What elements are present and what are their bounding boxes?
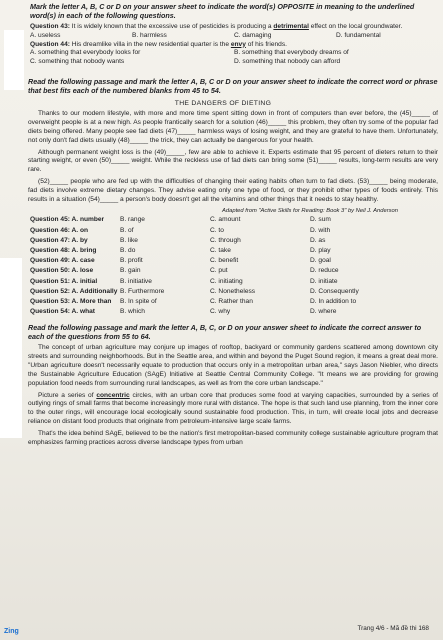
paragraph-3: That's the idea behind SAgE, believed to be the nation's first metropolitan-based community college sustainable agriculture program that emphasizes farming practices across diverse landscape types from urban xyxy=(28,429,438,446)
question-43-number: Question 43: xyxy=(30,23,70,30)
paragraph-1: The concept of urban agriculture may conjure up images of rooftop, backyard or community gardens scattered among downtown city streets and surrounding neighborhoods. But in the Seattle area, and within and beyond the Puget Sound region, it means a great deal more. "Urban agriculture doesn't necessarily equate to production that occurs only in a metropolitan urban area," says Jason Niebler, who directs the Sustainable Agriculture Education (SAgE) Initiative at Seattle Central Community College. "It means we are providing for growing population food needs from surrounding rural landscapes, as well as from the core urban landscape." xyxy=(28,344,438,387)
option-c: C. why xyxy=(210,308,231,316)
option-d: D. as xyxy=(310,236,326,244)
passage-urban-agriculture xyxy=(28,344,438,447)
answer-row xyxy=(30,297,438,307)
option-b: B. something that everybody dreams of xyxy=(234,49,349,57)
option-d: D. sum xyxy=(310,216,331,224)
answer-row xyxy=(30,236,438,246)
option-d: D. play xyxy=(310,246,331,254)
option-c: C. something that nobody wants xyxy=(30,58,125,66)
option-b: B. like xyxy=(120,236,138,244)
question-44 xyxy=(30,41,438,50)
option-b: B. In spite of xyxy=(120,298,157,306)
option-c: C. Nonetheless xyxy=(210,287,256,295)
option-c: C. take xyxy=(210,246,231,254)
option-b: B. profit xyxy=(120,257,143,265)
paragraph-2 xyxy=(28,392,438,427)
question-43-options xyxy=(30,32,438,41)
question-44-text-start: His dreamlike villa in the new residential quarter is the xyxy=(71,40,230,48)
option-d: D. fundamental xyxy=(336,31,381,39)
option-d: D. goal xyxy=(310,257,331,265)
question-43-text-end: effect on the local groundwater. xyxy=(310,23,403,30)
option-d: D. reduce xyxy=(310,267,339,275)
option-d: D. where xyxy=(310,308,337,316)
section-instruction-opposite: Mark the letter A, B, C or D on your answer sheet to indicate the word(s) OPPOSITE in meaning to the underlined word(s) in each of the following questions. xyxy=(30,2,415,20)
option-c: C. benefit xyxy=(210,257,239,265)
option-c: C. through xyxy=(210,236,241,244)
option-c: C. put xyxy=(210,267,228,275)
question-44-underlined-word: envy xyxy=(230,40,246,48)
answer-row xyxy=(30,215,438,225)
option-c: C. Rather than xyxy=(210,298,253,306)
answer-row xyxy=(30,266,438,276)
paragraph-2-start: Picture a series of xyxy=(38,391,94,399)
option-a: A. useless xyxy=(30,31,61,39)
option-d: D. Consequently xyxy=(310,287,359,295)
page-number: Trang 4/6 - Mã đề thi 168 xyxy=(357,625,429,633)
answer-row xyxy=(30,256,438,266)
option-a: Question 48: A. bring xyxy=(30,246,97,254)
option-a: Question 49: A. case xyxy=(30,257,95,265)
paragraph-3: (52)_____ people who are fed up with the difficulties of changing their eating habits often turn to fad diets. (53)_____ being moderate, fad diets involve extreme dietary changes. They advise eating only one type of food, or they prohibit other types of foods entirely. This results in a situation (54)_____ a person's body doesn't get all the vitamins and other things that it needs to stay healthy. xyxy=(28,178,438,203)
option-a: Question 45: A. number xyxy=(30,216,105,224)
zing-watermark: Zing xyxy=(4,627,19,635)
option-c: C. to xyxy=(210,226,224,234)
option-a: Question 51: A. initial xyxy=(30,277,98,285)
underlined-word: concentric xyxy=(96,391,130,399)
option-d: D. initiate xyxy=(310,277,338,285)
page-content xyxy=(8,2,438,451)
option-d: D. with xyxy=(310,226,331,234)
option-a: A. something that everybody looks for xyxy=(30,49,141,57)
option-a: Question 52: A. Additionally xyxy=(30,287,118,295)
section-instruction-cloze: Read the following passage and mark the letter A, B, C or D on your answer sheet to indicate the correct word or phrase that best fits each of the numbered blanks from 45 to 54. xyxy=(28,77,438,96)
question-43 xyxy=(30,23,438,32)
option-b: B. initiative xyxy=(120,277,152,285)
option-a: Question 54: A. what xyxy=(30,308,95,316)
option-b: B. gain xyxy=(120,267,141,275)
answer-row xyxy=(30,226,438,236)
answer-row xyxy=(30,246,438,256)
passage-credit: Adapted from "Active Skills for Reading: Book 3" by Neil J. Anderson xyxy=(222,207,398,214)
answer-row xyxy=(30,287,438,297)
answer-row xyxy=(30,307,438,317)
option-a: Question 53: A. More than xyxy=(30,298,112,306)
passage-title: THE DANGERS OF DIETING xyxy=(174,100,272,108)
option-c: C. amount xyxy=(210,216,241,224)
option-c: C. damaging xyxy=(234,31,272,39)
answer-row xyxy=(30,277,438,287)
option-b: B. harmless xyxy=(132,31,167,39)
question-44-number: Question 44: xyxy=(30,40,70,48)
option-b: B. which xyxy=(120,308,145,316)
option-b: B. range xyxy=(120,216,145,224)
option-a: Question 46: A. on xyxy=(30,226,89,234)
question-43-text-start: It is widely known that the excessive use of pesticides is producing a xyxy=(71,23,272,30)
paragraph-1: Thanks to our modern lifestyle, with more and more time spent sitting down in front of computers than ever before, the (45)_____ of overweight people is at a new high. As people frantically search for a solution (46)_____ this problem, they often try some of the popular fad diets being offered. Many people see fad diets (47)_____ harmless ways of losing weight, and they are grateful to have them. Unfortunately, not only don't fad diets usually (48)_____ the trick, they can actually be dangerous for your health. xyxy=(28,110,438,144)
option-d: D. In addition to xyxy=(310,298,357,306)
option-b: B. Furthermore xyxy=(120,287,165,295)
paragraph-2-end: circles, with an urban core that produces some food at varying capacities, surrounded by a series of outlying rings of small farms that become increasingly more rural with distance. The hope is that such land use planning, from the inner core to the outer rings, will encourage local ecologically sound sustainable food production. This, in turn, will create local jobs and decrease reliance on distant food products that originate from petroleum-intensive large scale farms. xyxy=(28,391,438,426)
passage-dieting xyxy=(28,110,438,204)
question-43-underlined-word: detrimental xyxy=(273,23,309,30)
option-d: D. something that nobody can afford xyxy=(234,58,341,66)
option-a: Question 47: A. by xyxy=(30,236,88,244)
option-b: B. of xyxy=(120,226,134,234)
option-c: C. initiating xyxy=(210,277,243,285)
section-instruction-reading: Read the following passage and mark the letter A, B, C, or D on your answer sheet to indicate the correct answer to each of the questions from 55 to 64. xyxy=(28,323,422,342)
option-b: B. do xyxy=(120,246,136,254)
option-a: Question 50: A. lose xyxy=(30,267,94,275)
question-44-options xyxy=(30,49,438,67)
question-44-text-end: of his friends. xyxy=(247,40,287,48)
paragraph-2: Although permanent weight loss is the (49)_____, few are able to achieve it. Experts estimate that 95 percent of dieters return to their starting weight, or even (50)_____ weight. While the reckless use of fad diets can bring some (51)_____ results, long-term results are very rare. xyxy=(28,148,438,174)
answer-options-table xyxy=(30,215,438,317)
